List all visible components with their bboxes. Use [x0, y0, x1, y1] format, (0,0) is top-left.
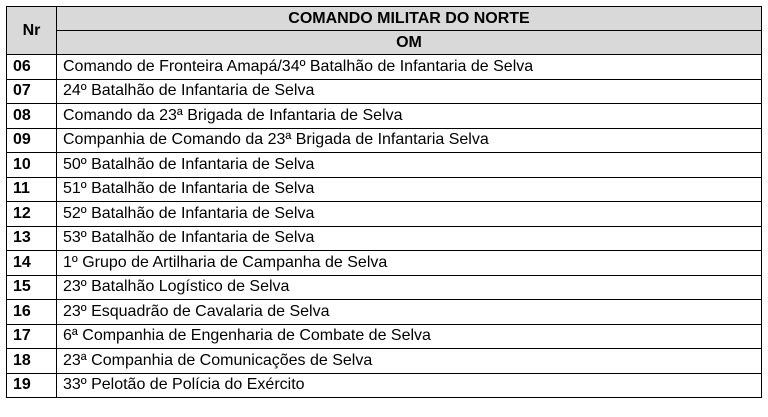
row-number: 07 — [7, 79, 57, 104]
om-name: 23ª Companhia de Comunicações de Selva — [57, 349, 762, 374]
row-number: 19 — [7, 373, 57, 398]
row-number: 18 — [7, 349, 57, 374]
table-row — [7, 324, 762, 349]
command-header: COMANDO MILITAR DO NORTE — [57, 7, 762, 31]
table-row — [7, 275, 762, 300]
om-name: 51º Batalhão de Infantaria de Selva — [57, 177, 762, 202]
table-body — [7, 55, 762, 398]
om-table — [6, 6, 762, 398]
table-row — [7, 226, 762, 251]
om-name: 6ª Companhia de Engenharia de Combate de Selva — [57, 324, 762, 349]
om-name: 50º Batalhão de Infantaria de Selva — [57, 153, 762, 178]
om-name: Companhia de Comando da 23ª Brigada de Infantaria Selva — [57, 128, 762, 153]
nr-column-header: Nr — [7, 7, 57, 55]
om-name: 23º Esquadrão de Cavalaria de Selva — [57, 300, 762, 325]
om-name: 23º Batalhão Logístico de Selva — [57, 275, 762, 300]
table-row — [7, 55, 762, 80]
row-number: 16 — [7, 300, 57, 325]
row-number: 08 — [7, 104, 57, 129]
table-row — [7, 349, 762, 374]
row-number: 11 — [7, 177, 57, 202]
om-name: 53º Batalhão de Infantaria de Selva — [57, 226, 762, 251]
table-row — [7, 128, 762, 153]
table-row — [7, 153, 762, 178]
row-number: 10 — [7, 153, 57, 178]
table-row — [7, 177, 762, 202]
row-number: 17 — [7, 324, 57, 349]
om-name: 52º Batalhão de Infantaria de Selva — [57, 202, 762, 227]
row-number: 13 — [7, 226, 57, 251]
table-row — [7, 104, 762, 129]
om-name: 33º Pelotão de Polícia do Exército — [57, 373, 762, 398]
table-row — [7, 373, 762, 398]
row-number: 06 — [7, 55, 57, 80]
row-number: 15 — [7, 275, 57, 300]
row-number: 09 — [7, 128, 57, 153]
table-row — [7, 202, 762, 227]
row-number: 14 — [7, 251, 57, 276]
table-row — [7, 251, 762, 276]
row-number: 12 — [7, 202, 57, 227]
om-name: 1º Grupo de Artilharia de Campanha de Selva — [57, 251, 762, 276]
om-name: Comando de Fronteira Amapá/34º Batalhão de Infantaria de Selva — [57, 55, 762, 80]
om-name: 24º Batalhão de Infantaria de Selva — [57, 79, 762, 104]
table-row — [7, 300, 762, 325]
om-column-header: OM — [57, 31, 762, 55]
table-row — [7, 79, 762, 104]
om-name: Comando da 23ª Brigada de Infantaria de Selva — [57, 104, 762, 129]
